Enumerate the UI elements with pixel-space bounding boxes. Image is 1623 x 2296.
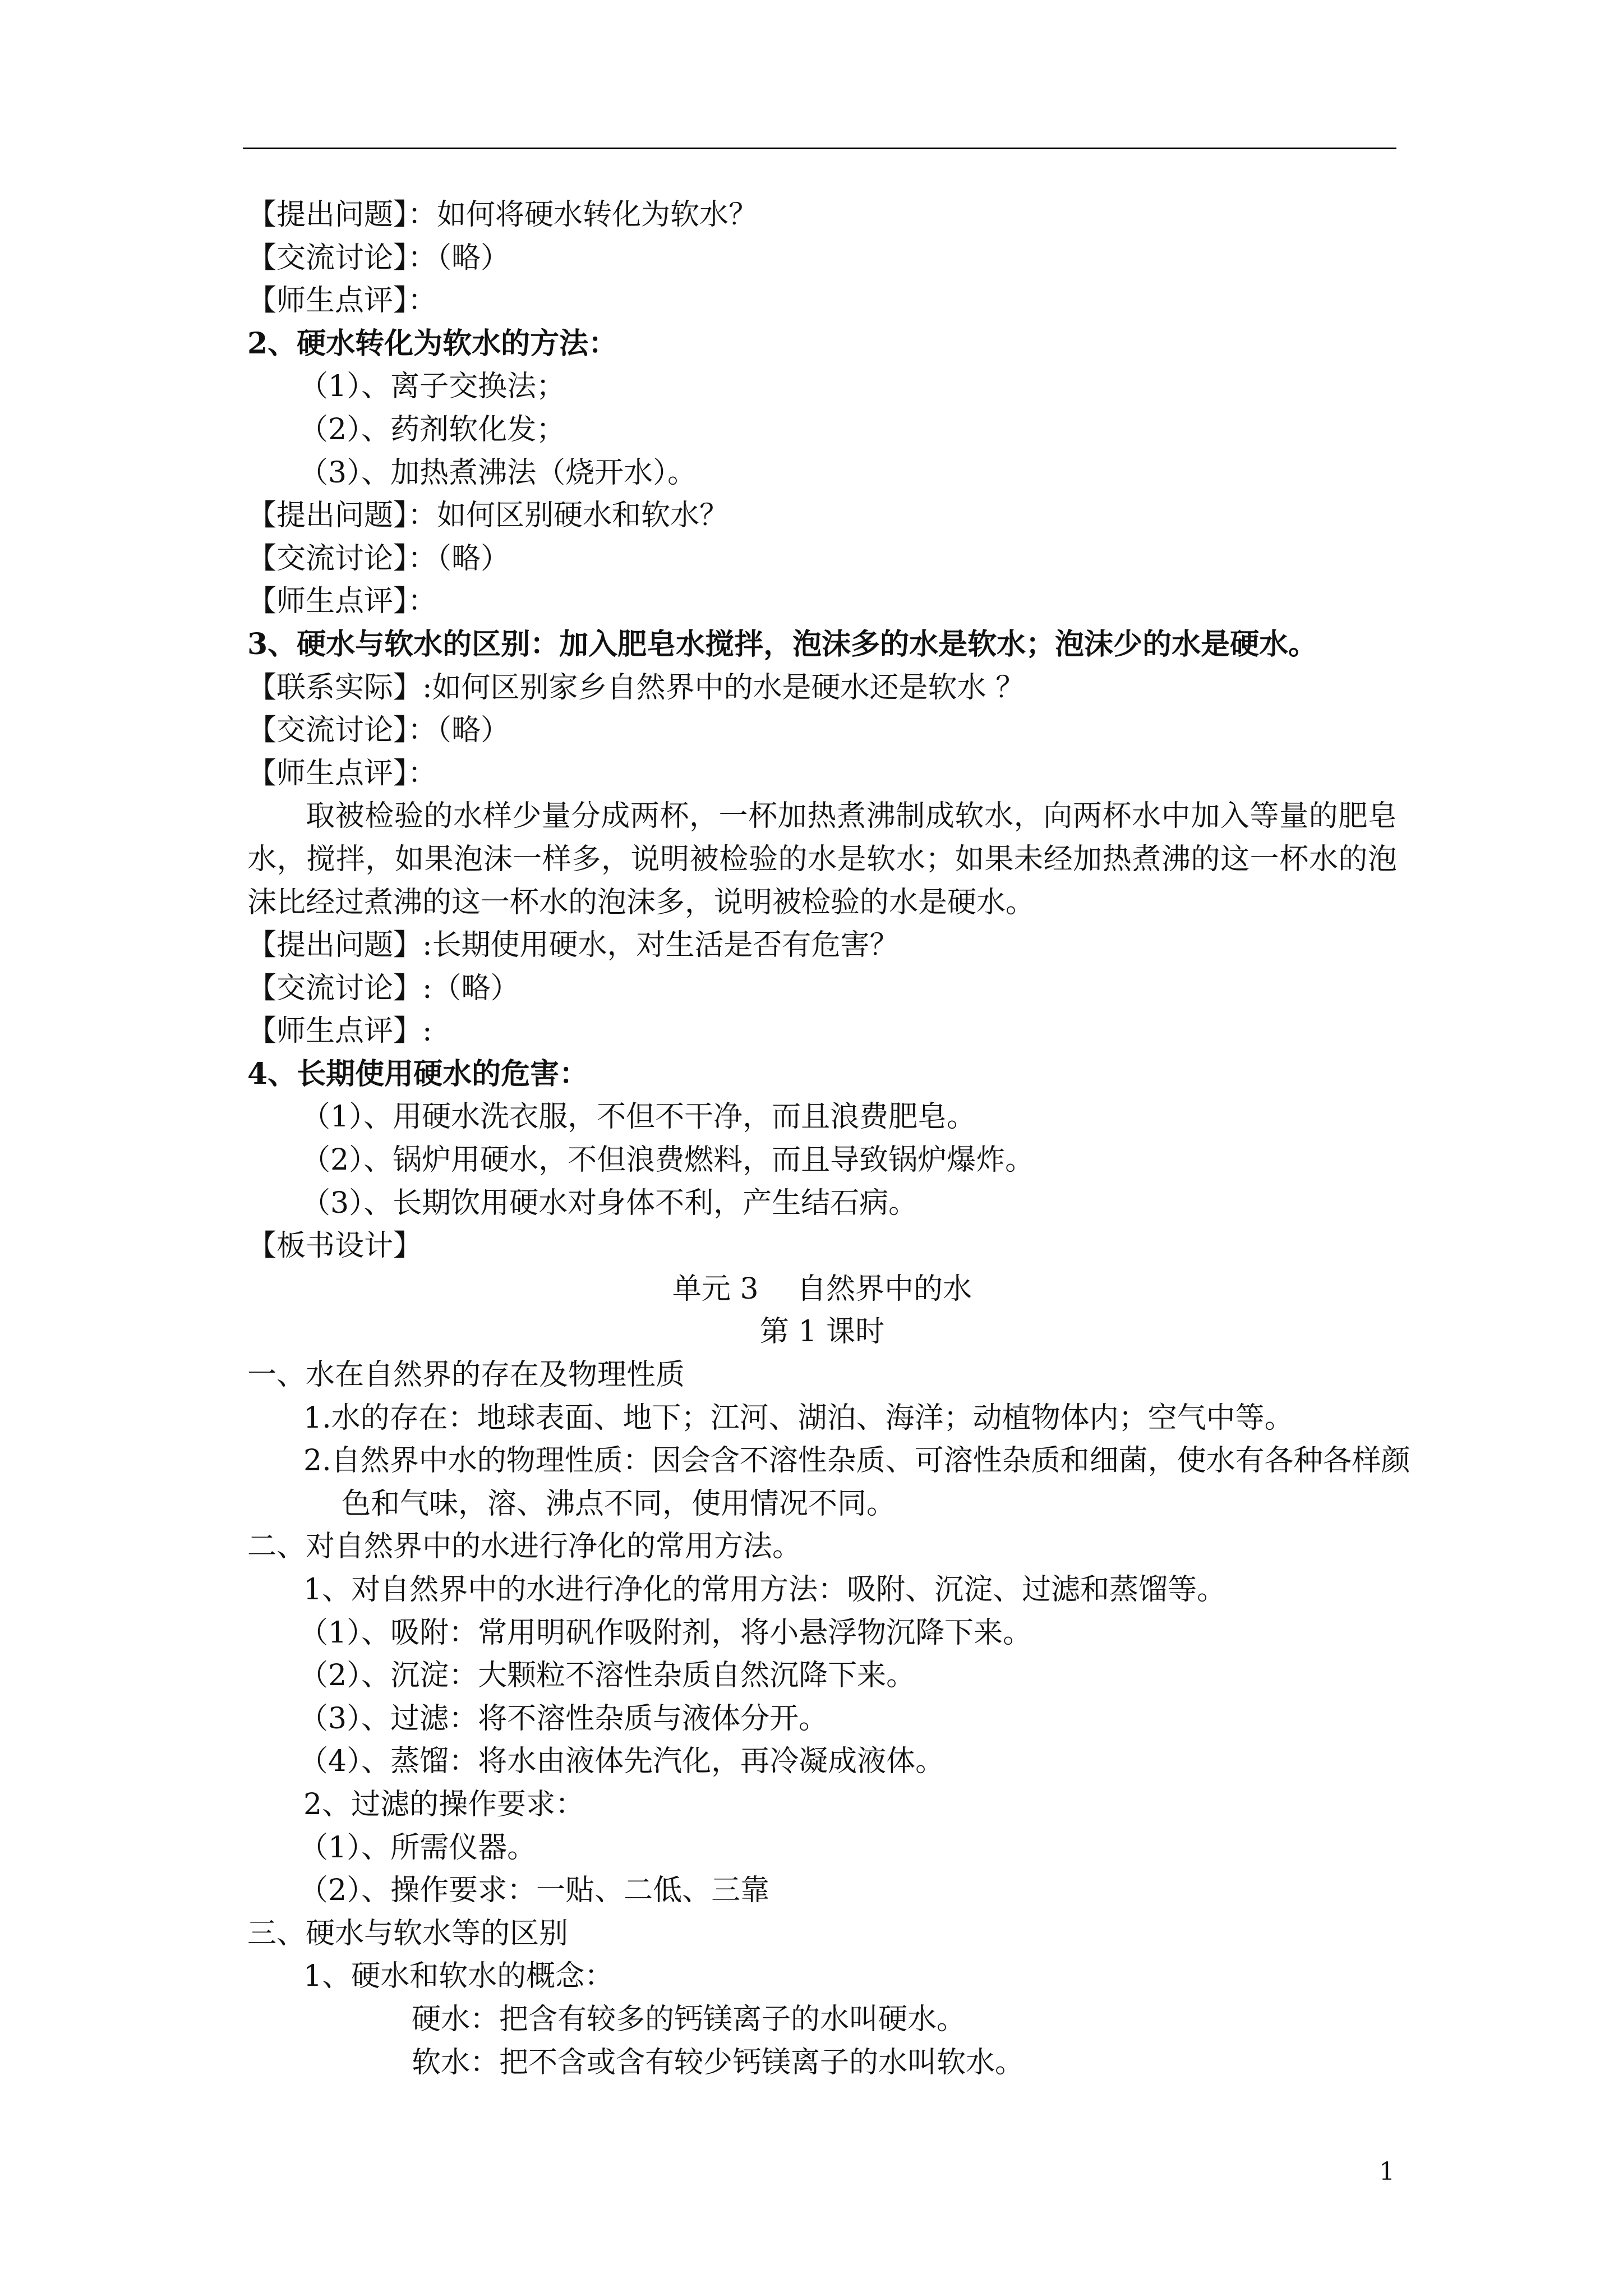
practice-label: 【联系实际】 xyxy=(247,670,423,705)
question-line xyxy=(247,494,1397,537)
question-label: 【提出问题】: xyxy=(247,928,432,963)
practice-text: :如何区别家乡自然界中的水是硬水还是软水 ？ xyxy=(422,670,1025,705)
question-line xyxy=(247,194,1397,237)
comment-label: 【师生点评】: xyxy=(247,1014,432,1048)
section-heading-3: 3、硬水与软水的区别：加入肥皂水搅拌，泡沫多的水是软水；泡沫少的水是硬水。 xyxy=(247,627,1318,661)
question-label: 【提出问题】： xyxy=(247,198,437,232)
comment-line xyxy=(247,1010,1397,1053)
board-subitem: （2）、操作要求：一贴、二低、三靠 xyxy=(299,1874,770,1908)
comment-label: 【师生点评】： xyxy=(247,756,437,790)
question-label: 【提出问题】： xyxy=(247,499,437,533)
practice-line xyxy=(247,666,1397,710)
board-item-2-1: 1、对自然界中的水进行净化的常用方法：吸附、沉淀、过滤和蒸馏等。 xyxy=(303,1573,1227,1607)
board-item-1-1: 1.水的存在：地球表面、地下；江河、湖泊、海洋；动植物体内；空气中等。 xyxy=(303,1401,1294,1435)
discussion-text: （略） xyxy=(432,971,520,1005)
question-line xyxy=(247,924,1397,967)
board-section-2: 二、对自然界中的水进行净化的常用方法。 xyxy=(247,1530,802,1564)
discussion-line xyxy=(247,967,1397,1010)
discussion-label: 【交流讨论】: xyxy=(247,971,432,1005)
discussion-line xyxy=(247,709,1397,752)
board-subitem: （1）、吸附：常用明矾作吸附剂，将小悬浮物沉降下来。 xyxy=(299,1616,1032,1650)
question-text: 如何区别硬水和软水？ xyxy=(437,499,729,533)
discussion-line xyxy=(247,537,1397,581)
harm-item-2: （2）、锅炉用硬水，不但浪费燃料，而且导致锅炉爆炸。 xyxy=(301,1143,1035,1177)
board-subitem: （2）、沉淀：大颗粒不溶性杂质自然沉降下来。 xyxy=(299,1659,916,1693)
board-subitem: （3）、过滤：将不溶性杂质与液体分开。 xyxy=(299,1701,828,1736)
board-title: 单元 3 自然界中的水 xyxy=(672,1272,972,1306)
comment-line xyxy=(247,752,1397,795)
discussion-label: 【交流讨论】： xyxy=(247,241,437,275)
board-item-3-1: 1、硬水和软水的概念： xyxy=(303,1959,614,1994)
question-text: 如何将硬水转化为软水？ xyxy=(437,198,758,232)
page-number: 1 xyxy=(1379,2157,1395,2186)
board-item-1-2-continued: 色和气味，溶、沸点不同，使用情况不同。 xyxy=(342,1487,896,1521)
board-subitem: （1）、所需仪器。 xyxy=(299,1830,537,1865)
board-item-1-2: 2.自然界中水的物理性质：因会含不溶性杂质、可溶性杂质和细菌，使水有各种各样颜 xyxy=(303,1444,1410,1478)
board-section-1: 一、水在自然界的存在及物理性质 xyxy=(247,1358,685,1392)
discussion-label: 【交流讨论】： xyxy=(247,541,437,576)
method-item-3: （3）、加热煮沸法（烧开水）。 xyxy=(299,455,697,490)
discussion-text: （略） xyxy=(437,241,510,275)
method-item-1: （1）、离子交换法； xyxy=(299,370,566,404)
section-heading-2: 2、硬水转化为软水的方法： xyxy=(247,326,618,361)
comment-label: 【师生点评】： xyxy=(247,284,437,318)
discussion-label: 【交流讨论】： xyxy=(247,714,437,748)
board-item-2-2: 2、过滤的操作要求： xyxy=(303,1787,585,1821)
header-rule xyxy=(243,148,1396,149)
board-definition-hard-water: 硬水：把含有较多的钙镁离子的水叫硬水。 xyxy=(412,2002,966,2036)
comment-line xyxy=(247,279,1397,323)
discussion-text: （略） xyxy=(437,541,510,576)
document-body xyxy=(247,194,1410,2084)
board-definition-soft-water: 软水：把不含或含有较少钙镁离子的水叫软水。 xyxy=(412,2045,1025,2079)
harm-item-3: （3）、长期饮用硬水对身体不利，产生结石病。 xyxy=(301,1186,918,1220)
board-design-label: 【板书设计】 xyxy=(247,1229,423,1263)
board-section-3: 三、硬水与软水等的区别 xyxy=(247,1916,569,1950)
harm-item-1: （1）、用硬水洗衣服，不但不干净，而且浪费肥皂。 xyxy=(301,1100,976,1134)
discussion-text: （略） xyxy=(437,714,510,748)
board-subitem: （4）、蒸馏：将水由液体先汽化，再冷凝成液体。 xyxy=(299,1745,945,1779)
question-text: 长期使用硬水，对生活是否有危害？ xyxy=(432,928,899,963)
explanation-paragraph: 取被检验的水样少量分成两杯，一杯加热煮沸制成软水，向两杯水中加入等量的肥皂水，搅拌，如果泡沫一样多，说明被检验的水是软水；如果未经加热煮沸的这一杯水的泡沫比经过煮沸的这一杯水的泡沫多，说明被检验的水是硬水。 xyxy=(247,799,1397,919)
comment-label: 【师生点评】： xyxy=(247,585,437,619)
discussion-line xyxy=(247,237,1397,280)
comment-line xyxy=(247,580,1397,623)
method-item-2: （2）、药剂软化发； xyxy=(299,412,566,447)
section-heading-4: 4、长期使用硬水的危害： xyxy=(247,1056,589,1091)
board-subtitle: 第 1 课时 xyxy=(759,1315,885,1349)
